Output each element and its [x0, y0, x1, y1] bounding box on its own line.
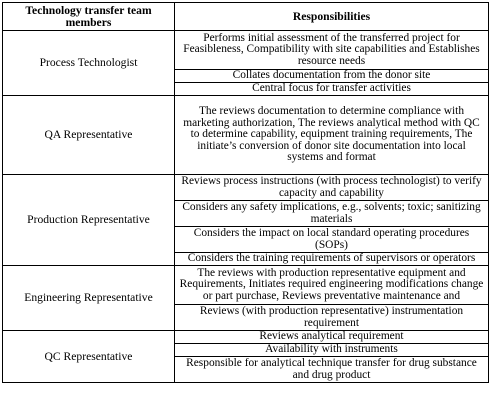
- responsibility-cell: Considers the impact on local standard operating procedures (SOPs): [175, 227, 489, 253]
- member-process-technologist: Process Technologist: [3, 31, 175, 96]
- table-row: [3, 96, 489, 175]
- responsibilities-table: [2, 2, 488, 403]
- responsibility-cell: Reviews (with production representative) instrumentation requirement: [175, 305, 489, 331]
- table-row: [3, 175, 489, 201]
- responsibility-cell: The reviews with production representative equipment and Requirements, Initiates required engineering modifications change or part purchase, Reviews preventative maintenance and: [175, 266, 489, 305]
- header-row: [3, 3, 489, 31]
- responsibility-cell: Collates documentation from the donor site: [175, 70, 489, 83]
- responsibility-cell: Considers the training requirements of supervisors or operators: [175, 253, 489, 266]
- responsibility-cell: Performs initial assessment of the transferred project for Feasibleness, Compatibility with site capabilities and Establishes resource needs: [175, 31, 489, 70]
- responsibility-cell: Central focus for transfer activities: [175, 83, 489, 96]
- member-qa-representative: QA Representative: [3, 96, 175, 175]
- table-row: [3, 31, 489, 70]
- member-qc-representative: QC Representative: [3, 331, 175, 383]
- responsibility-cell: Reviews analytical requirement: [175, 331, 489, 344]
- member-engineering-representative: Engineering Representative: [3, 266, 175, 331]
- member-production-representative: Production Representative: [3, 175, 175, 266]
- table-row: [3, 266, 489, 305]
- responsibility-cell: Availability with instruments: [175, 344, 489, 357]
- responsibility-cell: Considers any safety implications, e.g., solvents; toxic; sanitizing materials: [175, 201, 489, 227]
- header-members: Technology transfer team members: [3, 3, 175, 31]
- responsibility-cell: Reviews process instructions (with process technologist) to verify capacity and capability: [175, 175, 489, 201]
- responsibility-cell: Responsible for analytical technique transfer for drug substance and drug product: [175, 357, 489, 383]
- table-row: [3, 331, 489, 344]
- responsibility-cell: The reviews documentation to determine compliance with marketing authorization, The reviews analytical method with QC to determine capability, equipment training requirements, The initiate’s conversion of donor site documentation into local systems and format: [175, 96, 489, 175]
- header-responsibilities: Responsibilities: [175, 3, 489, 31]
- team-table: [2, 2, 489, 383]
